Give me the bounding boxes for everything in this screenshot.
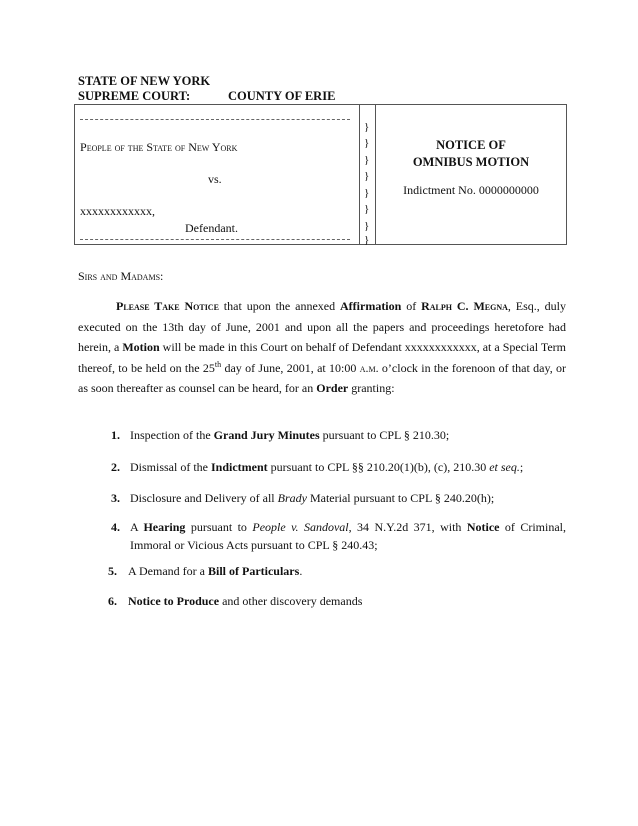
caption-dash-top (80, 119, 350, 120)
county-name: COUNTY OF ERIE (228, 89, 336, 103)
caption-title (376, 105, 566, 244)
caption-dash-bottom (80, 239, 350, 240)
caption-brace-column (359, 104, 376, 245)
notice-title-line2: OMNIBUS MOTION (412, 155, 530, 169)
versus-label: vs. (208, 172, 222, 186)
court-name: SUPREME COURT: (78, 89, 191, 103)
caption-brace: } (364, 187, 370, 199)
motion-paragraph: Please Take Notice that upon the annexed Affirmation of Ralph C. Megna, Esq., duly executed on the 13th day of June, 2001 and upon all the papers and proceedings heretofore had herein, a Motion will be made in this Court on behalf of Defendant xxxxxxxxxxxx, at a Special Term thereof, to be held on the 25th day of June, 2001, at 10:00 a.m. o’clock in the forenoon of that day, or as soon thereafter as counsel can be heard, for an Order granting: (78, 299, 567, 395)
caption-brace: } (364, 220, 370, 232)
caption-brace: } (364, 154, 370, 166)
caption-brace: } (364, 203, 370, 215)
notice-title-line1: NOTICE OF (436, 138, 506, 152)
court-heading (78, 89, 336, 104)
caption-brace: } (364, 170, 370, 182)
caption-brace: } (364, 137, 370, 149)
caption-brace: } (364, 121, 370, 133)
caption-parties (75, 105, 360, 244)
document-page: STATE OF NEW YORK SUPREME COURT: COUNTY OF ERIE People of the State of New York vs. xxxxxxxxxxxx, Defendant. } } } } } } } } NOTICE OF OMNIBUS MOTION Indictment No. 0000000000 Sirs and Madams: Please Take Notice that upon the annexed Affirmation of Ralph C. Megna, Esq., duly executed on the 13th day of June, 2001 and upon all the papers and proceedings heretofore had herein, a Motion will be made in this Court on behalf of Defendant xxxxxxxxxxxx, at a Special Term thereof, to be held on the 25th day of June, 2001, at 10:00 a.m. o’clock in the forenoon of that day, or as soon thereafter as counsel can be heard, for an Order granting: 1. Inspection of the Grand Jury Minutes pursuant to CPL § 210.30; 2. Dismissal of the Indictment pursuant to CPL §§ 210.20(1)(b), (c), 210.30 et seq.; 3. Disclosure and Delivery of all Brady Material pursuant to CPL § 240.20(h); 4. A Hearing pursuant to People v. Sandoval, 34 N.Y.2d 371, with Notice of Criminal, Immoral or Vicious Acts pursuant to CPL § 240.43; 5. A Demand for a Bill of Particulars. 6. Notice to Produce and other discovery demands (0, 0, 638, 826)
case-caption-box (74, 104, 567, 245)
indictment-number: Indictment No. 0000000000 (403, 183, 539, 197)
caption-brace: } (364, 234, 370, 246)
plaintiff-name: People of the State of New York (80, 140, 238, 154)
defendant-label: Defendant. (185, 221, 238, 235)
state-heading: STATE OF NEW YORK (78, 74, 211, 88)
defendant-name: xxxxxxxxxxxx, (80, 204, 155, 218)
salutation: Sirs and Madams: (78, 269, 164, 283)
